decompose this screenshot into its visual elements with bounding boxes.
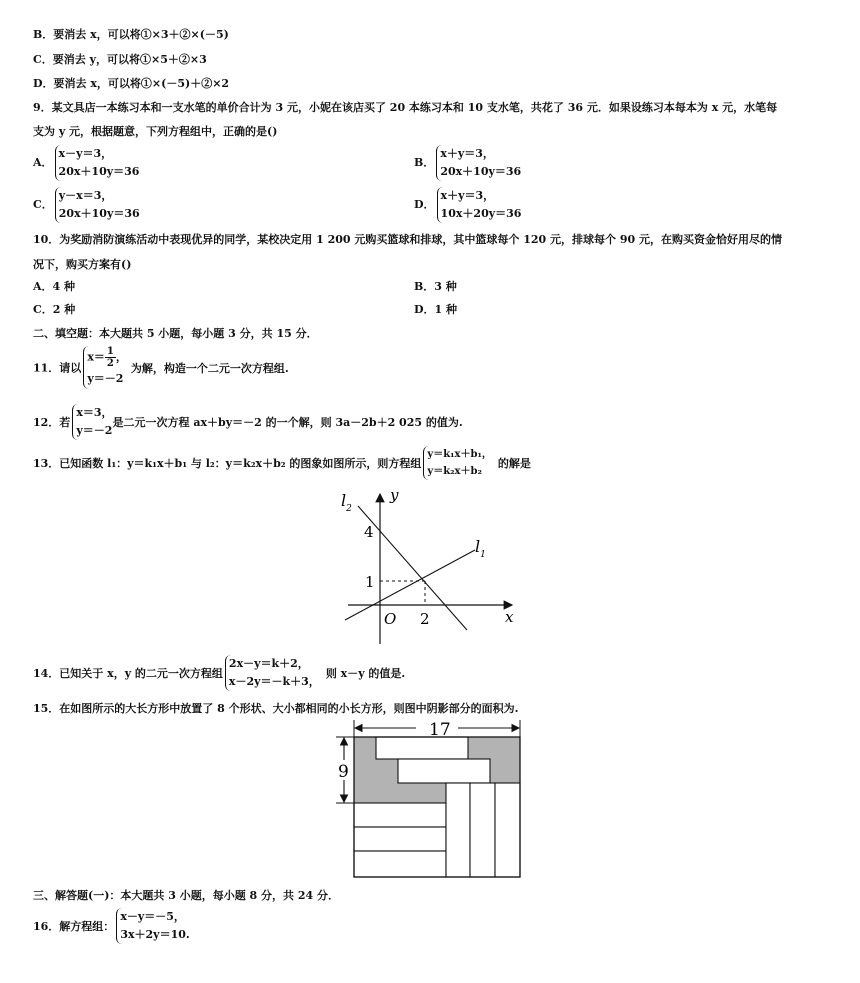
small-rect-right-1 (446, 783, 470, 877)
q12: 12．若 x＝3， y＝－2 是二元一次方程 ax＋by＝－2 的一个解，则 3a－2b＋2 025 的值为. (33, 404, 463, 440)
line-l2 (358, 506, 467, 630)
q10-option-b[interactable]: B．3 种 (414, 280, 457, 293)
equation-system: x－y＝－5， 3x＋2y＝10. (116, 908, 189, 944)
q10-option-d[interactable]: D．1 种 (414, 303, 458, 316)
small-rect-top-1 (376, 737, 468, 759)
function-graph (330, 484, 530, 649)
section-2-heading: 二、填空题：本大题共 5 小题，每小题 3 分，共 15 分． (33, 327, 318, 340)
width-label: 17 (429, 720, 451, 740)
equation-system: x＝ $\frac{1}{2}$ ， y＝－2 (83, 346, 127, 389)
small-rect-top-2 (398, 759, 490, 783)
q9-option-d[interactable]: D． x＋y＝3， 10x＋20y＝36 (414, 187, 521, 223)
q10-text-2: 况下，购买方案有() (33, 258, 132, 271)
q9-option-a[interactable]: A． x－y＝3， 20x＋10y＝36 (33, 145, 139, 181)
small-rect-left-3 (354, 851, 446, 877)
option-d-line: D．要消去 x，可以将①×(－5)＋②×2 (33, 77, 230, 90)
q10-option-c[interactable]: C．2 种 (33, 303, 76, 316)
q11: 11．请以 x＝ $\frac{1}{2}$ ， y＝－2 为解，构造一个二元一次方程组. (33, 346, 289, 389)
height-label: 9 (338, 762, 349, 782)
label-origin: O (384, 610, 397, 628)
q16: 16．解方程组： x－y＝－5， 3x＋2y＝10. (33, 908, 190, 944)
option-c-line: C．要消去 y，可以将①×5＋②×3 (33, 53, 207, 66)
section-3-heading: 三、解答题(一)：本大题共 3 小题，每小题 8 分，共 24 分． (33, 889, 340, 902)
label-2: 2 (420, 610, 430, 628)
q15-text: 15．在如图所示的大长方形中放置了 8 个形状、大小都相同的小长方形，则图中阴影部分的面积为. (33, 702, 519, 715)
equation-system: x－y＝3， 20x＋10y＝36 (55, 145, 140, 181)
equation-system: 2x－y＝k＋2， x－2y＝－k＋3， (225, 655, 320, 691)
small-rect-right-3 (495, 783, 520, 877)
q9-text-1: 9．某文具店一本练习本和一支水笔的单价合计为 3 元，小妮在该店买了 20 本练习本和 10 支水笔，共花了 36 元．如果设练习本每本为 x 元，水笔每 (33, 101, 778, 114)
label-l2: $l_2$ (341, 491, 352, 514)
label-x: x (505, 608, 514, 626)
label-y: y (390, 486, 399, 504)
option-b-line: B．要消去 x，可以将①×3＋②×(－5) (33, 28, 229, 41)
small-rect-right-2 (470, 783, 495, 877)
equation-system: x＋y＝3， 20x＋10y＝36 (436, 145, 521, 181)
q9-option-c[interactable]: C． y－x＝3， 20x＋10y＝36 (33, 187, 140, 223)
small-rect-left-1 (354, 803, 446, 827)
rectangle-figure (330, 716, 530, 881)
q13: 13．已知函数 l₁：y＝k₁x＋b₁ 与 l₂：y＝k₂x＋b₂ 的图象如图所示，则方程组 y＝k₁x＋b₁， y＝k₂x＋b₂ 的解是 (33, 446, 531, 480)
equation-system: y＝k₁x＋b₁， y＝k₂x＋b₂ (423, 446, 491, 480)
q9-text-2: 支为 y 元，根据题意，下列方程组中，正确的是() (33, 125, 278, 138)
label-4: 4 (364, 523, 374, 541)
q9-option-b[interactable]: B． x＋y＝3， 20x＋10y＝36 (414, 145, 521, 181)
equation-system: x＝3， y＝－2 (72, 404, 112, 440)
label-l1: $l_1$ (475, 537, 486, 560)
equation-system: x＋y＝3， 10x＋20y＝36 (437, 187, 522, 223)
q10-option-a[interactable]: A．4 种 (33, 280, 76, 293)
q10-text-1: 10．为奖励消防演练活动中表现优异的同学，某校决定用 1 200 元购买篮球和排球，其中篮球每个 120 元，排球每个 90 元，在购买资金恰好用尽的情 (33, 233, 782, 246)
label-1: 1 (365, 573, 375, 591)
q14: 14．已知关于 x，y 的二元一次方程组 2x－y＝k＋2， x－2y＝－k＋3， 则 x－y 的值是. (33, 655, 405, 691)
small-rect-left-2 (354, 827, 446, 851)
equation-system: y－x＝3， 20x＋10y＝36 (55, 187, 140, 223)
